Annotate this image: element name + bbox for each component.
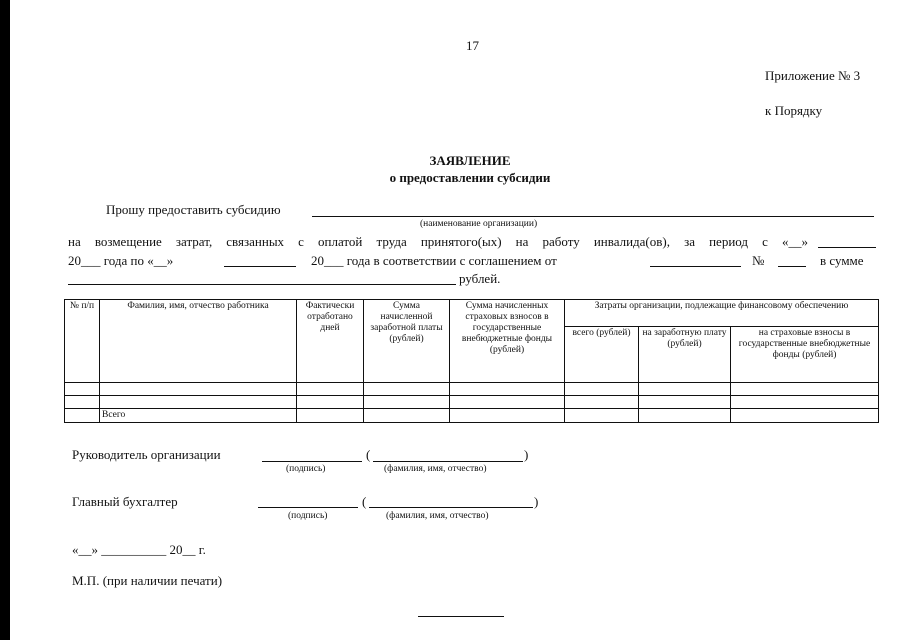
head-name-caption: (фамилия, имя, отчество) [384,464,487,474]
rubles-text: рублей. [459,271,501,286]
header-organization-costs: Затраты организации, подлежащие финансовому обеспечению [565,300,879,327]
header-costs-salary: на заработную плату (рублей) [639,327,731,383]
accountant-name-caption: (фамилия, имя, отчество) [386,511,489,521]
period-start-field[interactable] [818,247,876,248]
header-costs-contributions: на страховые взносы в государственные внебюджетные фонды (рублей) [731,327,879,383]
header-costs-total: всего (рублей) [565,327,639,383]
accountant-signature-field[interactable] [258,507,358,508]
accountant-signature-caption: (подпись) [288,511,328,521]
cost-purpose-text: на возмещение затрат, связанных с оплатой труда принятого(ых) на работу инвалида(ов), за период с «__» [68,234,808,249]
number-sign: № [752,253,765,268]
appendix-number: Приложение № 3 [765,68,861,83]
closing-separator [418,616,504,617]
amount-text: в сумме [820,253,864,268]
table-row [65,383,879,396]
table-row [65,396,879,409]
period-end-month-field[interactable] [224,266,296,267]
header-salary-amount: Сумма начисленной заработной платы (рублей) [364,300,450,383]
document-title: ЗАЯВЛЕНИЕ [429,153,511,168]
head-signature-caption: (подпись) [286,464,326,474]
accountant-name-field[interactable] [369,507,533,508]
header-contributions-amount: Сумма начисленных страховых взносов в государственные внебюджетные фонды (рублей) [450,300,565,383]
accountant-label: Главный бухгалтер [72,494,178,509]
organization-name-field[interactable] [312,216,874,217]
amount-field[interactable] [68,284,456,285]
document-subtitle: о предоставлении субсидии [389,170,551,185]
header-days-worked: Фактически отработано дней [297,300,364,383]
organization-caption: (наименование организации) [420,219,538,229]
head-signature-field[interactable] [262,461,362,462]
stamp-note: М.П. (при наличии печати) [72,573,223,588]
agreement-date-field[interactable] [650,266,741,267]
header-row-number: № п/п [65,300,100,383]
scan-edge-bar [0,0,10,640]
employees-table [64,299,879,423]
head-label: Руководитель организации [72,447,221,462]
header-employee-name: Фамилия, имя, отчество работника [100,300,297,383]
head-name-field[interactable] [373,461,523,462]
agreement-text: 20___ года в соответствии с соглашением от [311,253,557,268]
request-text: Прошу предоставить субсидию [106,202,281,217]
page-number: 17 [466,38,479,53]
appendix-reference: к Порядку [765,103,823,118]
total-label: Всего [100,409,297,423]
total-row [65,409,879,423]
date-line: «__» __________ 20__ г. [72,542,206,557]
agreement-number-field[interactable] [778,266,806,267]
period-end-text: 20___ года по «__» [68,253,174,268]
